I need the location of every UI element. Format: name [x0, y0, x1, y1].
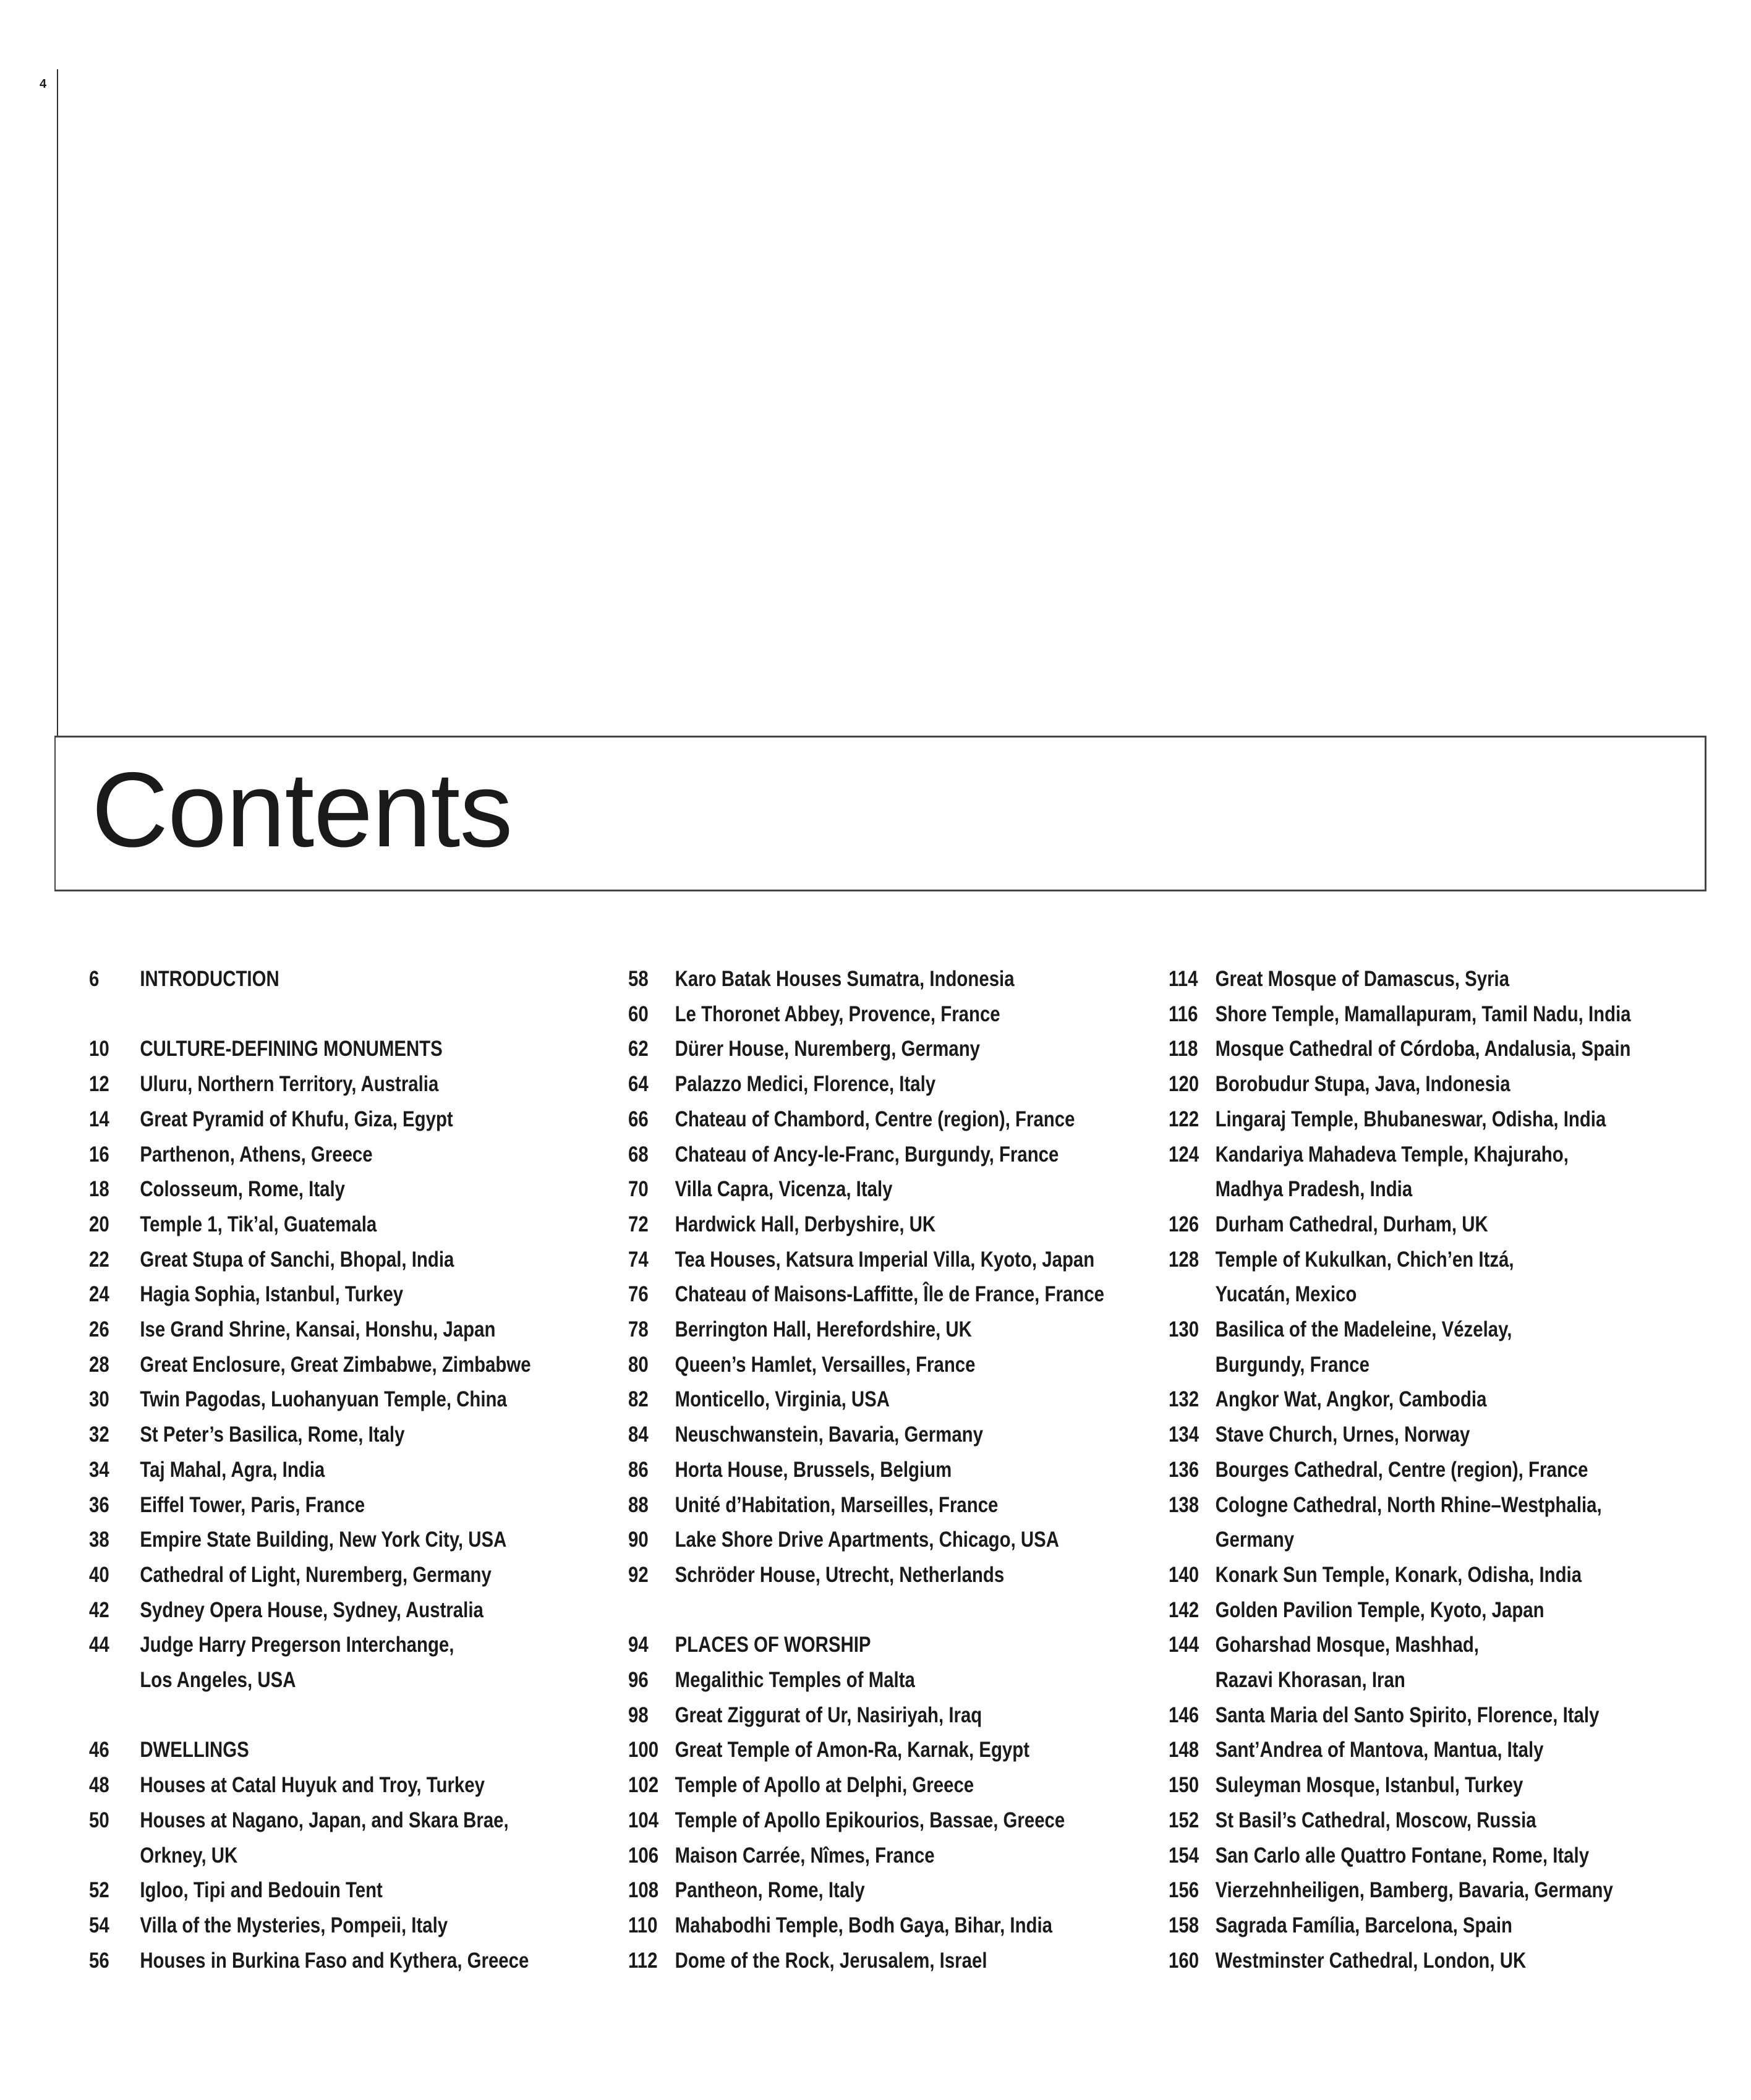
toc-page-number: 124: [1169, 1142, 1199, 1167]
toc-entry: [628, 1768, 1104, 1803]
toc-entry: [89, 1593, 531, 1628]
toc-entry-title: Hagia Sophia, Istanbul, Turkey: [140, 1282, 404, 1307]
toc-page-number: 48: [89, 1773, 109, 1798]
toc-page-number: 80: [628, 1352, 649, 1377]
toc-entry: [1169, 1558, 1631, 1593]
toc-entry: [1169, 962, 1631, 997]
toc-page-number: 152: [1169, 1808, 1199, 1832]
toc-entry: [628, 1067, 1104, 1102]
toc-page-number: 70: [628, 1177, 649, 1202]
toc-entry-title: Razavi Khorasan, Iran: [1215, 1668, 1405, 1693]
toc-entry-title: Hardwick Hall, Derbyshire, UK: [675, 1212, 936, 1236]
toc-entry: [1169, 1908, 1631, 1944]
toc-entry: [89, 1243, 531, 1278]
toc-entry-title: Orkney, UK: [140, 1843, 238, 1868]
toc-entry: [628, 997, 1104, 1032]
toc-entry: [89, 1628, 531, 1663]
toc-entry-title: Karo Batak Houses Sumatra, Indonesia: [675, 967, 1015, 991]
toc-page-number: 126: [1169, 1212, 1199, 1236]
toc-page-number: 40: [89, 1562, 109, 1587]
toc-entry: [628, 1908, 1104, 1944]
toc-entry: [628, 1418, 1104, 1453]
toc-entry-title: Golden Pavilion Temple, Kyoto, Japan: [1215, 1597, 1544, 1622]
toc-page-number: 106: [628, 1843, 659, 1868]
toc-entry: [1169, 1628, 1631, 1663]
toc-entry-title: Angkor Wat, Angkor, Cambodia: [1215, 1387, 1487, 1412]
toc-entry-title: Mahabodhi Temple, Bodh Gaya, Bihar, India: [675, 1913, 1053, 1937]
toc-entry-title: Chateau of Chambord, Centre (region), France: [675, 1107, 1075, 1131]
toc-page-number: [89, 1839, 140, 1874]
toc-page-number: 26: [89, 1317, 109, 1342]
section-spacer: [89, 1698, 531, 1733]
toc-entry: [1169, 1172, 1631, 1207]
toc-page-number: 142: [1169, 1597, 1199, 1622]
toc-entry: [89, 1558, 531, 1593]
toc-entry: [1169, 1593, 1631, 1628]
toc-page-number: 136: [1169, 1457, 1199, 1482]
toc-entry: [89, 1663, 531, 1698]
toc-entry-title: Stave Church, Urnes, Norway: [1215, 1422, 1470, 1447]
toc-entry-title: Bourges Cathedral, Centre (region), France: [1215, 1457, 1588, 1482]
toc-page-number: 36: [89, 1492, 109, 1517]
toc-entry-title: Houses at Nagano, Japan, and Skara Brae,: [140, 1808, 509, 1832]
toc-page-number: 54: [89, 1913, 109, 1937]
toc-page-number: [1169, 1663, 1216, 1698]
toc-entry: [1169, 1488, 1631, 1523]
toc-page-number: 96: [628, 1668, 649, 1693]
toc-page-number: 140: [1169, 1562, 1199, 1587]
toc-entry: [1169, 1698, 1631, 1733]
toc-entry: [1169, 1768, 1631, 1803]
toc-page-number: 66: [628, 1107, 649, 1131]
toc-entry: [628, 1698, 1104, 1733]
toc-entry-title: Madhya Pradesh, India: [1215, 1177, 1413, 1202]
toc-entry-title: St Peter’s Basilica, Rome, Italy: [140, 1422, 405, 1447]
toc-entry-title: Judge Harry Pregerson Interchange,: [140, 1633, 454, 1657]
toc-entry: [628, 1137, 1104, 1173]
toc-entry-title: Great Ziggurat of Ur, Nasiriyah, Iraq: [675, 1703, 982, 1727]
toc-page-number: 30: [89, 1387, 109, 1412]
toc-page-number: 160: [1169, 1948, 1199, 1973]
toc-entry: [1169, 1663, 1631, 1698]
toc-entry-title: Chateau of Ancy-le-Franc, Burgundy, France: [675, 1142, 1059, 1167]
toc-page-number: 122: [1169, 1107, 1199, 1131]
toc-entry-title: INTRODUCTION: [140, 967, 279, 991]
toc-entry: [1169, 1243, 1631, 1278]
toc-page-number: 146: [1169, 1703, 1199, 1727]
toc-entry: [1169, 1944, 1631, 1979]
toc-page-number: 44: [89, 1633, 109, 1657]
toc-entry-title: Durham Cathedral, Durham, UK: [1215, 1212, 1488, 1236]
toc-entry: [628, 1558, 1104, 1593]
toc-entry: [628, 1453, 1104, 1488]
toc-entry-title: Palazzo Medici, Florence, Italy: [675, 1072, 936, 1097]
toc-column-1: [89, 962, 531, 1978]
toc-entry: [89, 1277, 531, 1312]
toc-entry: [1169, 1277, 1631, 1312]
toc-entry: [628, 1312, 1104, 1348]
toc-entry-title: Temple of Apollo Epikourios, Bassae, Greece: [675, 1808, 1065, 1832]
toc-entry: [1169, 1382, 1631, 1418]
toc-entry-title: Sydney Opera House, Sydney, Australia: [140, 1597, 484, 1622]
toc-page-number: 56: [89, 1948, 109, 1973]
toc-page-number: 150: [1169, 1773, 1199, 1798]
toc-entry-title: Great Enclosure, Great Zimbabwe, Zimbabwe: [140, 1352, 531, 1377]
toc-page-number: 14: [89, 1107, 109, 1131]
toc-entry: [89, 962, 531, 997]
toc-entry-title: Colosseum, Rome, Italy: [140, 1177, 345, 1202]
toc-entry-title: Chateau of Maisons-Laffitte, Île de France, France: [675, 1282, 1104, 1307]
toc-entry-title: Dürer House, Nuremberg, Germany: [675, 1037, 981, 1061]
toc-page-number: 100: [628, 1738, 659, 1762]
toc-entry: [89, 1102, 531, 1137]
toc-entry: [1169, 1803, 1631, 1839]
toc-entry-title: Cathedral of Light, Nuremberg, Germany: [140, 1562, 492, 1587]
toc-page-number: 58: [628, 967, 649, 991]
toc-entry: [89, 1312, 531, 1348]
toc-entry-title: Dome of the Rock, Jerusalem, Israel: [675, 1948, 987, 1973]
toc-entry-title: Twin Pagodas, Luohanyuan Temple, China: [140, 1387, 507, 1412]
toc-page-number: 154: [1169, 1843, 1199, 1868]
toc-page-number: 110: [628, 1913, 658, 1937]
toc-entry-title: Neuschwanstein, Bavaria, Germany: [675, 1422, 983, 1447]
toc-entry-title: Great Stupa of Sanchi, Bhopal, India: [140, 1247, 454, 1272]
toc-entry: [628, 1628, 1104, 1663]
toc-entry-title: Yucatán, Mexico: [1215, 1282, 1357, 1307]
toc-entry-title: PLACES OF WORSHIP: [675, 1633, 871, 1657]
toc-entry: [89, 1418, 531, 1453]
toc-entry-title: Basilica of the Madeleine, Vézelay,: [1215, 1317, 1512, 1342]
toc-entry-title: Mosque Cathedral of Córdoba, Andalusia, Spain: [1215, 1037, 1631, 1061]
toc-page-number: 76: [628, 1282, 649, 1307]
toc-page-number: 62: [628, 1037, 649, 1061]
toc-page-number: 118: [1169, 1037, 1198, 1061]
toc-entry-title: Temple of Kukulkan, Chich’en Itzá,: [1215, 1247, 1514, 1272]
toc-entry-title: Tea Houses, Katsura Imperial Villa, Kyoto, Japan: [675, 1247, 1095, 1272]
toc-page-number: 22: [89, 1247, 109, 1272]
toc-entry: [628, 1523, 1104, 1558]
toc-page-number: 158: [1169, 1913, 1199, 1937]
toc-page-number: 50: [89, 1808, 109, 1832]
toc-entry: [1169, 1418, 1631, 1453]
toc-entry: [628, 1172, 1104, 1207]
toc-page-number: 90: [628, 1528, 649, 1552]
toc-entry: [89, 1803, 531, 1839]
toc-entry-title: Great Temple of Amon-Ra, Karnak, Egypt: [675, 1738, 1030, 1762]
toc-entry-title: Villa of the Mysteries, Pompeii, Italy: [140, 1913, 448, 1937]
toc-page-number: 120: [1169, 1072, 1199, 1097]
toc-entry-title: Sagrada Família, Barcelona, Spain: [1215, 1913, 1512, 1937]
toc-entry-title: Ise Grand Shrine, Kansai, Honshu, Japan: [140, 1317, 496, 1342]
toc-entry-title: Horta House, Brussels, Belgium: [675, 1457, 952, 1482]
toc-entry-title: Houses in Burkina Faso and Kythera, Greece: [140, 1948, 529, 1973]
toc-entry: [628, 1277, 1104, 1312]
toc-entry-title: CULTURE-DEFINING MONUMENTS: [140, 1037, 443, 1061]
toc-page-number: 74: [628, 1247, 649, 1272]
toc-entry: [628, 1032, 1104, 1067]
toc-entry: [1169, 1873, 1631, 1908]
toc-entry: [89, 1382, 531, 1418]
toc-page-number: 130: [1169, 1317, 1199, 1342]
toc-entry-title: Cologne Cathedral, North Rhine–Westphalia,: [1215, 1492, 1602, 1517]
toc-entry: [1169, 1348, 1631, 1383]
toc-entry-title: Kandariya Mahadeva Temple, Khajuraho,: [1215, 1142, 1569, 1167]
toc-entry-title: Westminster Cathedral, London, UK: [1215, 1948, 1527, 1973]
toc-page-number: 128: [1169, 1247, 1199, 1272]
toc-page-number: [1169, 1348, 1216, 1383]
toc-entry: [89, 1523, 531, 1558]
toc-entry: [89, 1348, 531, 1383]
toc-entry-title: Houses at Catal Huyuk and Troy, Turkey: [140, 1773, 485, 1798]
toc-entry: [89, 1733, 531, 1768]
toc-page-number: 148: [1169, 1738, 1199, 1762]
toc-entry-title: Great Pyramid of Khufu, Giza, Egypt: [140, 1107, 453, 1131]
toc-entry-title: Le Thoronet Abbey, Provence, France: [675, 1001, 1000, 1026]
toc-page-number: 114: [1169, 967, 1198, 991]
toc-entry: [89, 1137, 531, 1173]
toc-entry-title: Suleyman Mosque, Istanbul, Turkey: [1215, 1773, 1523, 1798]
toc-entry: [628, 1839, 1104, 1874]
toc-entry: [89, 1488, 531, 1523]
toc-entry-title: Empire State Building, New York City, USA: [140, 1528, 507, 1552]
toc-page-number: 102: [628, 1773, 659, 1798]
margin-rule: [57, 69, 58, 737]
toc-entry: [628, 1488, 1104, 1523]
toc-entry-title: Unité d’Habitation, Marseilles, France: [675, 1492, 999, 1517]
toc-entry-title: Lake Shore Drive Apartments, Chicago, USA: [675, 1528, 1059, 1552]
toc-entry: [628, 1382, 1104, 1418]
toc-page-number: 144: [1169, 1633, 1199, 1657]
toc-entry-title: DWELLINGS: [140, 1738, 249, 1762]
toc-page-number: 138: [1169, 1492, 1199, 1517]
toc-page-number: [1169, 1523, 1216, 1558]
toc-page-number: 16: [89, 1142, 109, 1167]
toc-entry-title: Maison Carrée, Nîmes, France: [675, 1843, 935, 1868]
toc-page-number: 6: [89, 967, 100, 991]
toc-page-number: [1169, 1172, 1216, 1207]
page-title: Contents: [92, 750, 513, 869]
toc-entry: [1169, 1137, 1631, 1173]
toc-entry-title: Germany: [1215, 1528, 1295, 1552]
toc-entry-title: Santa Maria del Santo Spirito, Florence, Italy: [1215, 1703, 1600, 1727]
toc-page-number: 12: [89, 1072, 109, 1097]
toc-column-3: [1169, 962, 1631, 1978]
toc-entry-title: St Basil’s Cathedral, Moscow, Russia: [1215, 1808, 1536, 1832]
toc-entry-title: Los Angeles, USA: [140, 1668, 296, 1693]
toc-page-number: 92: [628, 1562, 649, 1587]
toc-entry: [628, 1207, 1104, 1243]
toc-page-number: 84: [628, 1422, 649, 1447]
toc-entry: [89, 1032, 531, 1067]
toc-entry: [1169, 1733, 1631, 1768]
toc-page-number: 88: [628, 1492, 649, 1517]
toc-entry-title: Temple of Apollo at Delphi, Greece: [675, 1773, 974, 1798]
toc-entry-title: Lingaraj Temple, Bhubaneswar, Odisha, India: [1215, 1107, 1606, 1131]
toc-entry: [628, 1803, 1104, 1839]
toc-entry: [89, 1944, 531, 1979]
toc-entry: [1169, 1453, 1631, 1488]
toc-page-number: 156: [1169, 1878, 1199, 1903]
toc-entry-title: Vierzehnheiligen, Bamberg, Bavaria, Germany: [1215, 1878, 1613, 1903]
toc-entry-title: Temple 1, Tik’al, Guatemala: [140, 1212, 377, 1236]
toc-page-number: 64: [628, 1072, 649, 1097]
toc-entry: [628, 962, 1104, 997]
toc-entry-title: Monticello, Virginia, USA: [675, 1387, 890, 1412]
toc-entry-title: Villa Capra, Vicenza, Italy: [675, 1177, 893, 1202]
toc-entry-title: Uluru, Northern Territory, Australia: [140, 1072, 439, 1097]
toc-page-number: 32: [89, 1422, 109, 1447]
toc-page-number: 86: [628, 1457, 649, 1482]
toc-entry: [89, 1172, 531, 1207]
toc-entry: [1169, 1067, 1631, 1102]
toc-entry: [1169, 997, 1631, 1032]
toc-entry-title: Great Mosque of Damascus, Syria: [1215, 967, 1510, 991]
toc-entry: [89, 1768, 531, 1803]
toc-page-number: 104: [628, 1808, 659, 1832]
toc-entry: [89, 1067, 531, 1102]
section-spacer: [89, 997, 531, 1032]
toc-page-number: 72: [628, 1212, 649, 1236]
section-spacer: [628, 1593, 1104, 1628]
toc-entry-title: Megalithic Temples of Malta: [675, 1668, 915, 1693]
toc-page-number: 18: [89, 1177, 109, 1202]
toc-entry-title: Eiffel Tower, Paris, France: [140, 1492, 365, 1517]
toc-page-number: [89, 1663, 140, 1698]
toc-entry-title: Burgundy, France: [1215, 1352, 1370, 1377]
toc-page-number: 38: [89, 1528, 109, 1552]
toc-entry: [1169, 1523, 1631, 1558]
toc-entry: [89, 1453, 531, 1488]
toc-page-number: 134: [1169, 1422, 1199, 1447]
toc-page-number: 132: [1169, 1387, 1199, 1412]
toc-entry: [628, 1348, 1104, 1383]
toc-entry-title: Sant’Andrea of Mantova, Mantua, Italy: [1215, 1738, 1544, 1762]
toc-entry: [89, 1207, 531, 1243]
toc-entry-title: Berrington Hall, Herefordshire, UK: [675, 1317, 972, 1342]
toc-entry: [1169, 1312, 1631, 1348]
toc-entry: [628, 1243, 1104, 1278]
toc-entry: [628, 1102, 1104, 1137]
toc-page-number: 60: [628, 1001, 649, 1026]
toc-entry-title: Borobudur Stupa, Java, Indonesia: [1215, 1072, 1510, 1097]
toc-entry: [1169, 1032, 1631, 1067]
toc-page-number: 68: [628, 1142, 649, 1167]
toc-page-number: [1169, 1277, 1216, 1312]
toc-entry-title: Konark Sun Temple, Konark, Odisha, India: [1215, 1562, 1582, 1587]
toc-page-number: 46: [89, 1738, 109, 1762]
toc-entry-title: Schröder House, Utrecht, Netherlands: [675, 1562, 1005, 1587]
toc-entry: [89, 1839, 531, 1874]
toc-entry-title: Taj Mahal, Agra, India: [140, 1457, 325, 1482]
toc-page-number: 24: [89, 1282, 109, 1307]
toc-page-number: 98: [628, 1703, 649, 1727]
toc-page-number: 82: [628, 1387, 649, 1412]
toc-entry-title: Parthenon, Athens, Greece: [140, 1142, 373, 1167]
toc-page-number: 116: [1169, 1001, 1198, 1026]
toc-entry: [628, 1944, 1104, 1979]
toc-entry: [1169, 1207, 1631, 1243]
toc-entry-title: Shore Temple, Mamallapuram, Tamil Nadu, India: [1215, 1001, 1631, 1026]
toc-column-2: [628, 962, 1104, 1978]
toc-entry: [628, 1663, 1104, 1698]
toc-page-number: 28: [89, 1352, 109, 1377]
toc-entry: [628, 1733, 1104, 1768]
toc-entry: [628, 1873, 1104, 1908]
toc-entry-title: Queen’s Hamlet, Versailles, France: [675, 1352, 976, 1377]
toc-page-number: 78: [628, 1317, 649, 1342]
toc-page-number: 34: [89, 1457, 109, 1482]
toc-page-number: 10: [89, 1037, 109, 1061]
toc-page-number: 42: [89, 1597, 109, 1622]
toc-entry: [89, 1908, 531, 1944]
toc-page-number: 20: [89, 1212, 109, 1236]
toc-page-number: 52: [89, 1878, 109, 1903]
toc-entry-title: Pantheon, Rome, Italy: [675, 1878, 865, 1903]
toc-entry: [1169, 1102, 1631, 1137]
toc-entry: [89, 1873, 531, 1908]
toc-entry: [1169, 1839, 1631, 1874]
toc-entry-title: San Carlo alle Quattro Fontane, Rome, Italy: [1215, 1843, 1590, 1868]
toc-entry-title: Goharshad Mosque, Mashhad,: [1215, 1633, 1479, 1657]
page-number: 4: [40, 77, 47, 91]
toc-entry-title: Igloo, Tipi and Bedouin Tent: [140, 1878, 383, 1903]
toc-page-number: 94: [628, 1633, 649, 1657]
toc-page-number: 108: [628, 1878, 659, 1903]
toc-page-number: 112: [628, 1948, 658, 1973]
